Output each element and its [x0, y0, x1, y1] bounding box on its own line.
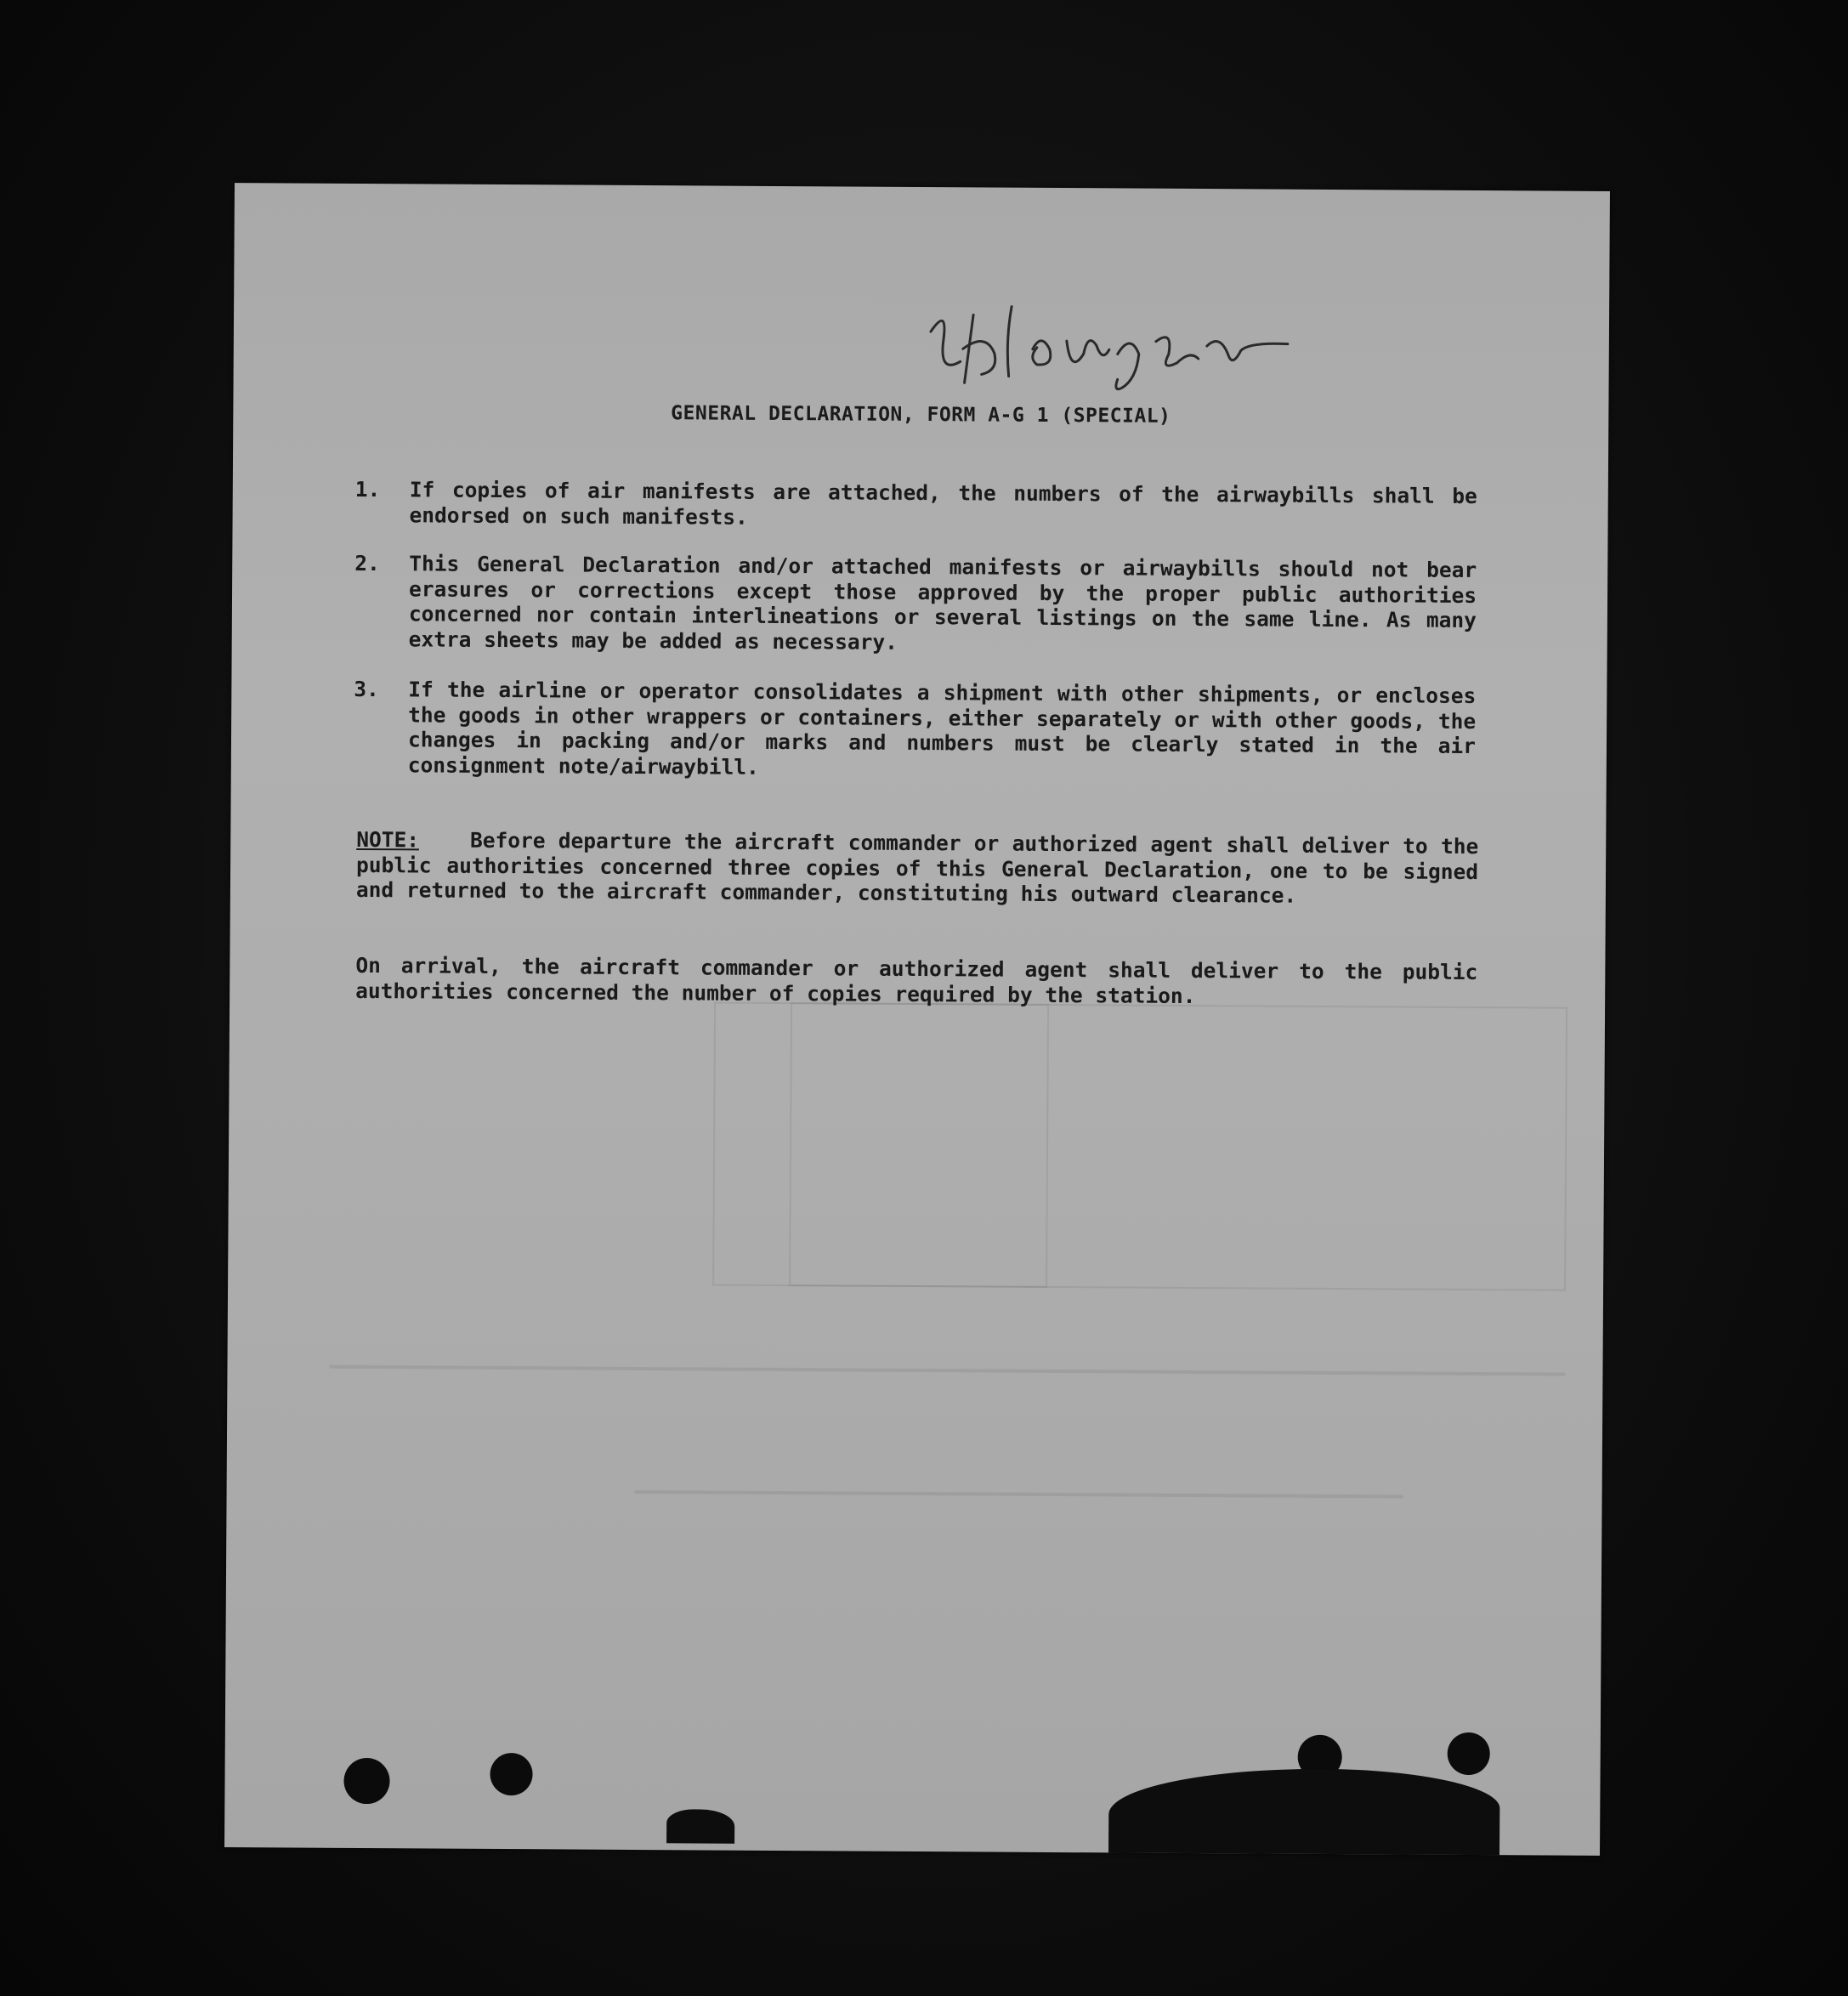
item-number: 2.: [354, 550, 380, 576]
bleed-through-rule: [329, 1365, 1565, 1376]
note-text-block: [356, 827, 1479, 910]
bleed-through-rule: [635, 1490, 1403, 1499]
item-number: 1.: [354, 476, 381, 502]
punch-hole: [490, 1753, 532, 1795]
note-label: NOTE:: [356, 826, 420, 853]
torn-edge: [666, 1809, 734, 1843]
item-text: This General Declaration and/or attached manifests or airwaybills should not bear erasures or corrections except those approved by the proper public authorities concerned nor contain interlineations or several listings on the same line. As many extra sheets may be added as necessary.: [408, 551, 1477, 655]
bleed-through-table-column: [789, 1002, 1049, 1288]
item-number: 3.: [354, 676, 379, 702]
punch-hole: [1448, 1732, 1490, 1775]
punch-hole: [343, 1758, 389, 1804]
note-text: Before departure the aircraft commander or authorized agent shall deliver to the public authorities concerned three copies of this General Declaration, one to be signed and returned to the aircraft commander, constituting his outward clearance.: [355, 827, 1479, 908]
instruction-item-1: [354, 476, 1478, 530]
instruction-item-3: [354, 676, 1477, 780]
item-text: If copies of air manifests are attached, the numbers of the airwaybills shall be endorsed on such manifests.: [409, 477, 1477, 530]
document-sheet: [224, 183, 1610, 1856]
arrival-paragraph: [355, 953, 1477, 1010]
instruction-item-2: [354, 550, 1477, 655]
form-title: GENERAL DECLARATION, FORM A-G 1 (SPECIAL): [671, 402, 1171, 428]
arrival-text: On arrival, the aircraft commander or authorized agent shall deliver to the public authorities concerned the number of copies required by the station.: [355, 952, 1478, 1008]
handwritten-annotation: [913, 281, 1305, 411]
note-paragraph: [356, 827, 1479, 910]
torn-edge: [1108, 1767, 1500, 1855]
item-text: If the airline or operator consolidates a shipment with other shipments, or encloses the goods in other wrappers or containers, either separately or with other goods, the changes in packing and/or marks and numbers must be clearly stated in the air consignment note/airwaybill.: [407, 677, 1477, 780]
